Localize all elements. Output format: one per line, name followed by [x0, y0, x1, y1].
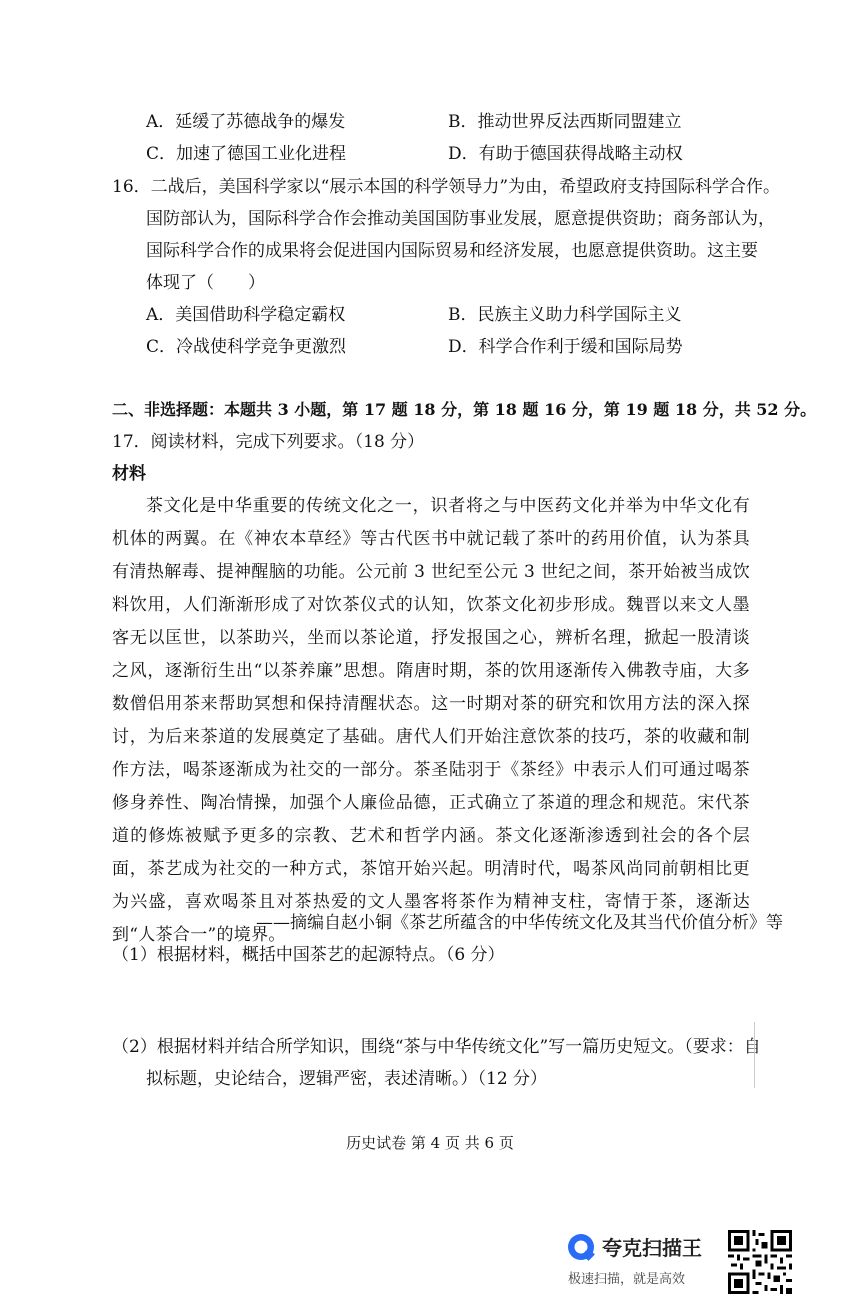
q16-stem-line-3: 国际科学合作的成果将会促进国内国际贸易和经济发展，也愿意提供资助。这主要 — [146, 241, 758, 261]
quark-logo-icon — [566, 1232, 596, 1262]
scanner-watermark — [566, 1228, 726, 1292]
q15-option-d: D．有助于德国获得战略主动权 — [448, 144, 683, 164]
q15-option-c: C．加速了德国工业化进程 — [146, 144, 347, 164]
q16-stem-line-1: 16．二战后，美国科学家以“展示本国的科学领导力”为由，希望政府支持国际科学合作。 — [112, 177, 781, 197]
q16-option-c: C．冷战使科学竞争更激烈 — [146, 337, 347, 357]
q17-intro: 17．阅读材料，完成下列要求。（18 分） — [112, 432, 425, 452]
q17-sub-question-1: （1）根据材料，概括中国茶艺的起源特点。（6 分） — [112, 945, 505, 965]
qr-code-icon — [728, 1230, 792, 1294]
watermark-brand-name: 夸克扫描王 — [602, 1236, 702, 1260]
watermark-slogan: 极速扫描，就是高效 — [568, 1272, 686, 1287]
page-footer: 历史试卷 第 4 页 共 6 页 — [346, 1134, 514, 1152]
section-heading: 二、非选择题：本题共 3 小题，第 17 题 18 分，第 18 题 16 分，第 19 题 18 分，共 52 分。 — [112, 400, 817, 419]
q16-option-a: A．美国借助科学稳定霸权 — [146, 305, 346, 325]
q17-sub-question-2-line-2: 拟标题，史论结合，逻辑严密，表述清晰。）（12 分） — [146, 1069, 548, 1089]
q16-option-d: D．科学合作利于缓和国际局势 — [448, 337, 683, 357]
material-label: 材料 — [112, 464, 146, 484]
q15-option-b: B．推动世界反法西斯同盟建立 — [448, 112, 682, 132]
q17-sub-question-2-line-1: （2）根据材料并结合所学知识，围绕“茶与中华传统文化”写一篇历史短文。（要求：自 — [112, 1037, 761, 1057]
q16-stem-line-2: 国防部认为，国际科学合作会推动美国国防事业发展，愿意提供资助；商务部认为， — [146, 209, 775, 229]
q16-stem-line-4: 体现了（ ） — [146, 273, 265, 293]
scan-edge-mark — [748, 1022, 755, 1088]
q15-option-a: A．延缓了苏德战争的爆发 — [146, 112, 346, 132]
material-text: 茶文化是中华重要的传统文化之一，识者将之与中医药文化并举为中华文化有机体的两翼。在《神农本草经》等古代医书中就记载了茶叶的药用价值，认为茶具有清热解毒、提神醒脑的功能。公元前 3 世纪至公元 3 世纪之间，茶开始被当成饮料饮用，人们渐渐形成了对饮茶仪式的认知，饮茶文化初步形成。魏晋以来文人墨客无以匡世，以茶助兴，坐而以茶论道，抒发报国之心，辨析名理，掀起一股清谈之风，逐渐衍生出“以茶养廉”思想。隋唐时期，茶的饮用逐渐传入佛教寺庙，大多数僧侣用茶来帮助冥想和保持清醒状态。这一时期对茶的研究和饮用方法的深入探讨，为后来茶道的发展奠定了基础。唐代人们开始注意饮茶的技巧，茶的收藏和制作方法，喝茶逐渐成为社交的一部分。茶圣陆羽于《茶经》中表示人们可通过喝茶修身养性、陶冶情操，加强个人廉俭品德，正式确立了茶道的理念和规范。宋代茶道的修炼被赋予更多的宗教、艺术和哲学内涵。茶文化逐渐渗透到社会的各个层面，茶艺成为社交的一种方式，茶馆开始兴起。明清时代，喝茶风尚同前朝相比更为兴盛，喜欢喝茶且对茶热爱的文人墨客将茶作为精神支柱，寄情于茶，逐渐达到“人茶合一”的境界。 — [112, 496, 750, 945]
material-source: ——摘编自赵小铜《茶艺所蕴含的中华传统文化及其当代价值分析》等 — [256, 913, 783, 933]
q16-option-b: B．民族主义助力科学国际主义 — [448, 305, 682, 325]
material-passage — [112, 490, 750, 952]
